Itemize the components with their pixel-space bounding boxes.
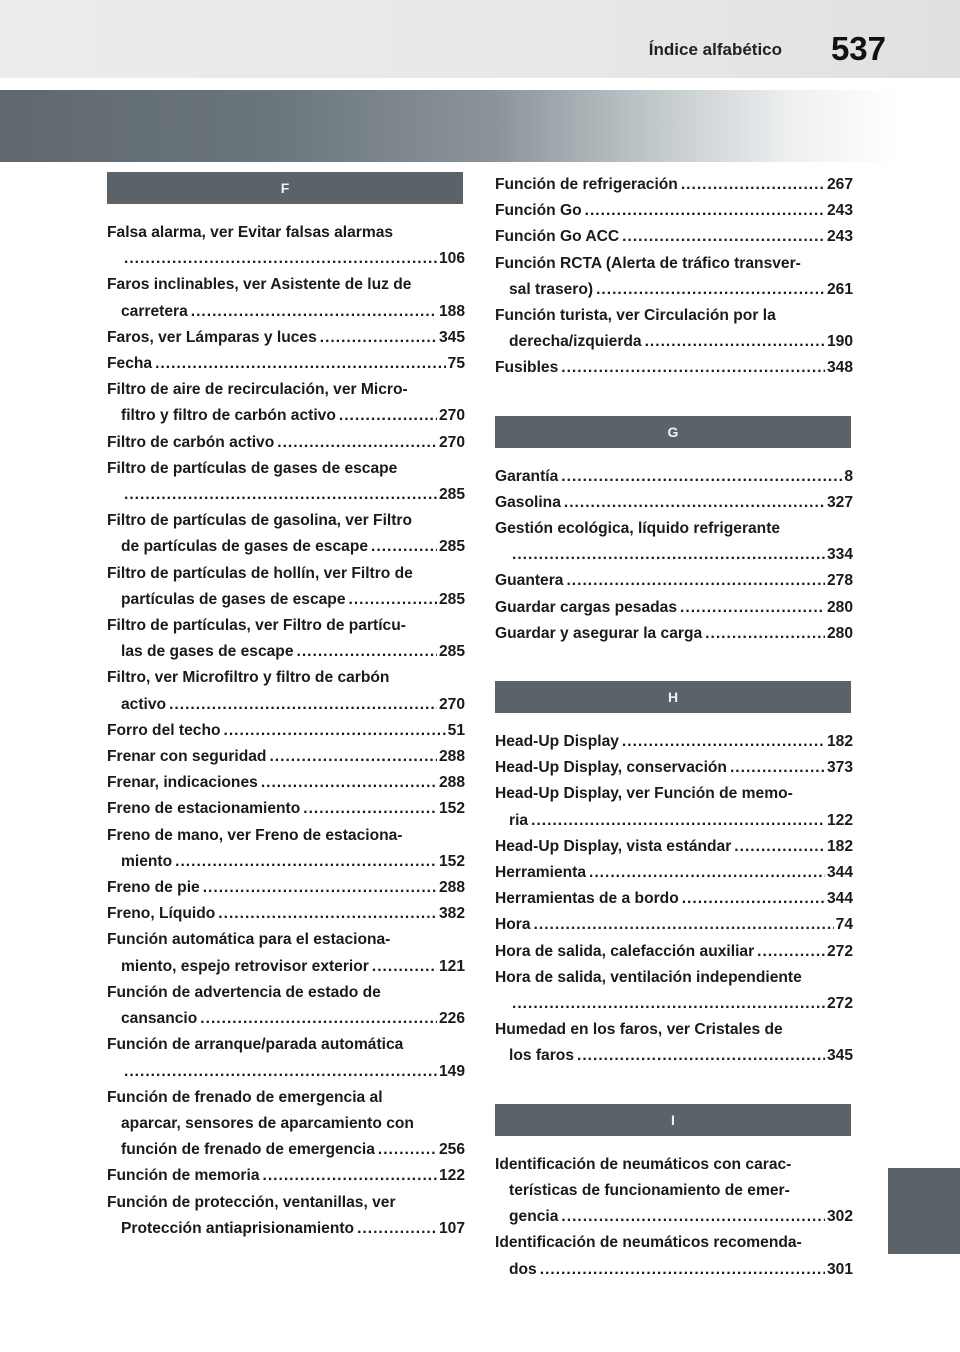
- left-column: [107, 172, 465, 1242]
- entry-text: Hora de salida, calefacción auxiliar: [495, 942, 755, 960]
- leader-dots: [200, 1006, 437, 1032]
- index-entry[interactable]: [495, 860, 853, 886]
- entry-text: Identificación de neumáticos con carac-: [495, 1155, 792, 1173]
- entry-page-number: 270: [438, 433, 465, 451]
- index-entry[interactable]: [107, 901, 465, 927]
- leader-dots: [357, 1216, 437, 1242]
- entry-page-number: 226: [438, 1010, 465, 1028]
- index-entry[interactable]: [107, 220, 465, 272]
- leader-dots: [124, 246, 437, 272]
- entry-page-number: 243: [826, 228, 853, 246]
- top-bar: [0, 0, 960, 78]
- leader-dots: [589, 860, 825, 886]
- leader-dots: [561, 464, 842, 490]
- entry-text: Herramientas de a bordo: [495, 890, 679, 908]
- entry-text: Guardar cargas pesadas: [495, 598, 678, 616]
- entry-text: gencia: [509, 1208, 559, 1226]
- index-entry[interactable]: [107, 1085, 465, 1164]
- section-i-entries: [495, 1152, 853, 1283]
- section-h-entries: [495, 729, 853, 1070]
- entry-page-number: 8: [844, 467, 853, 485]
- entry-text: Gestión ecológica, líquido refrigerante: [495, 520, 781, 538]
- index-entry[interactable]: [495, 355, 853, 381]
- entry-text: Falsa alarma, ver Evitar falsas alarmas: [107, 224, 394, 241]
- entry-page-number: 152: [438, 800, 465, 818]
- index-entry[interactable]: [107, 796, 465, 822]
- leader-dots: [203, 875, 437, 901]
- entry-text: Head-Up Display, conservación: [495, 759, 727, 777]
- entry-page-number: 267: [826, 176, 853, 193]
- index-entry[interactable]: [107, 875, 465, 901]
- right-column: [495, 172, 853, 1283]
- entry-page-number: 327: [826, 493, 853, 511]
- entry-text: Fusibles: [495, 359, 559, 377]
- leader-dots: [682, 886, 825, 912]
- entry-text: ria: [509, 811, 529, 829]
- index-entry[interactable]: [495, 621, 853, 647]
- entry-page-number: 345: [826, 1047, 853, 1065]
- section-header-g: G: [495, 416, 851, 448]
- entry-text: Frenar, indicaciones: [107, 774, 258, 792]
- entry-text: Forro del techo: [107, 721, 221, 739]
- entry-page-number: 51: [447, 721, 465, 739]
- entry-text: Identificación de neumáticos recomenda-: [495, 1234, 802, 1252]
- entry-text: Filtro de partículas, ver Filtro de partícu-: [107, 617, 406, 635]
- index-entry[interactable]: [107, 561, 465, 613]
- index-entry[interactable]: [107, 744, 465, 770]
- leader-dots: [564, 490, 825, 516]
- leader-dots: [303, 796, 437, 822]
- leader-dots: [730, 755, 825, 781]
- entry-page-number: 243: [826, 202, 853, 220]
- entry-page-number: 334: [826, 546, 853, 564]
- leader-dots: [645, 329, 825, 355]
- leader-dots: [534, 912, 834, 938]
- entry-text: miento, espejo retrovisor exterior: [121, 957, 369, 975]
- leader-dots: [372, 954, 437, 980]
- leader-dots: [224, 718, 446, 744]
- entry-page-number: 301: [826, 1260, 853, 1278]
- index-entry[interactable]: [107, 1163, 465, 1189]
- entry-page-number: 285: [438, 643, 465, 661]
- entry-page-number: 107: [438, 1219, 465, 1237]
- entry-page-number: 261: [826, 280, 853, 298]
- entry-text: Función turista, ver Circulación por la: [495, 307, 776, 325]
- entry-page-number: 272: [826, 942, 853, 960]
- entry-page-number: 74: [835, 916, 853, 934]
- leader-dots: [705, 621, 825, 647]
- index-entry[interactable]: [495, 198, 853, 224]
- entry-text: Guardar y asegurar la carga: [495, 624, 703, 642]
- index-entry[interactable]: [495, 490, 853, 516]
- leader-dots: [191, 299, 437, 325]
- entry-page-number: 344: [826, 890, 853, 908]
- entry-text: Protección antiaprisionamiento: [121, 1219, 355, 1237]
- entry-page-number: 288: [438, 879, 465, 897]
- index-entry[interactable]: [107, 1032, 465, 1084]
- chapter-tab: [888, 1168, 960, 1254]
- leader-dots: [622, 729, 825, 755]
- entry-text: las de gases de escape: [121, 643, 294, 661]
- entry-text: derecha/izquierda: [509, 333, 642, 351]
- entry-page-number: 285: [438, 486, 465, 504]
- entry-page-number: 182: [826, 837, 853, 855]
- entry-text: Guantera: [495, 572, 564, 590]
- index-entry[interactable]: [495, 224, 853, 250]
- leader-dots: [277, 430, 437, 456]
- entry-text: Función RCTA (Alerta de tráfico transver-: [495, 254, 801, 272]
- leader-dots: [169, 692, 437, 718]
- index-entry[interactable]: [107, 1190, 465, 1242]
- index-entry[interactable]: [495, 172, 853, 198]
- index-entry[interactable]: [495, 516, 853, 568]
- index-entry[interactable]: [495, 834, 853, 860]
- entry-text: Freno de estacionamiento: [107, 800, 301, 818]
- page-number: 537: [830, 30, 886, 67]
- index-entry[interactable]: [495, 568, 853, 594]
- index-entry[interactable]: [495, 595, 853, 621]
- section-g-entries: [495, 464, 853, 647]
- entry-text: Freno, Líquido: [107, 905, 216, 923]
- entry-text: Función de protección, ventanillas, ver: [107, 1193, 396, 1211]
- leader-dots: [596, 277, 825, 303]
- leader-dots: [339, 403, 437, 429]
- entry-page-number: 122: [826, 811, 853, 829]
- section-header-f: F: [107, 172, 463, 204]
- index-entry[interactable]: [107, 325, 465, 351]
- leader-dots: [175, 849, 437, 875]
- entry-page-number: 345: [438, 328, 465, 346]
- leader-dots: [566, 568, 825, 594]
- header-title: Índice alfabético: [648, 40, 782, 59]
- leader-dots: [218, 901, 437, 927]
- entry-text: Función de refrigeración: [495, 176, 678, 193]
- leader-dots: [561, 355, 825, 381]
- entry-page-number: 270: [438, 695, 465, 713]
- leader-dots: [124, 482, 437, 508]
- index-entry[interactable]: [495, 755, 853, 781]
- leader-dots: [531, 808, 825, 834]
- leader-dots: [378, 1137, 437, 1163]
- entry-text: Filtro de aire de recirculación, ver Micro-: [107, 381, 408, 399]
- entry-page-number: 382: [438, 905, 465, 923]
- entry-text: Función de frenado de emergencia al: [107, 1088, 383, 1106]
- leader-dots: [622, 224, 825, 250]
- entry-text: Herramienta: [495, 864, 587, 882]
- entry-page-number: 280: [826, 598, 853, 616]
- entry-text: filtro y filtro de carbón activo: [121, 407, 336, 425]
- entry-text: activo: [121, 695, 167, 713]
- entry-page-number: 302: [826, 1208, 853, 1226]
- header-banner: [0, 90, 900, 162]
- entry-text: dos: [509, 1260, 537, 1278]
- entry-text: Filtro de partículas de gasolina, ver Filtro: [107, 512, 413, 530]
- entry-text: Head-Up Display: [495, 733, 619, 751]
- index-entry[interactable]: [495, 464, 853, 490]
- entry-text: Función de arranque/parada automática: [107, 1036, 404, 1054]
- entry-page-number: 272: [826, 995, 853, 1013]
- leader-dots: [124, 1059, 437, 1085]
- leader-dots: [540, 1257, 825, 1283]
- leader-dots: [757, 939, 825, 965]
- entry-page-number: 288: [438, 748, 465, 766]
- index-entry[interactable]: [107, 351, 465, 377]
- entry-page-number: 190: [826, 333, 853, 351]
- entry-text: Fecha: [107, 355, 153, 373]
- entry-page-number: 278: [826, 572, 853, 590]
- entry-text: Filtro de partículas de hollín, ver Filtro de: [107, 564, 413, 582]
- entry-text: Filtro de partículas de gases de escape: [107, 459, 398, 477]
- entry-text: Humedad en los faros, ver Cristales de: [495, 1021, 783, 1039]
- entry-text: Freno de mano, ver Freno de estaciona-: [107, 826, 403, 844]
- entry-text: Función de memoria: [107, 1167, 260, 1185]
- entry-text: Frenar con seguridad: [107, 748, 267, 766]
- index-entry[interactable]: [107, 718, 465, 744]
- leader-dots: [349, 587, 437, 613]
- index-entry[interactable]: [495, 303, 853, 355]
- entry-page-number: 285: [438, 538, 465, 556]
- entry-text: Función Go ACC: [495, 228, 620, 246]
- index-entry[interactable]: [495, 912, 853, 938]
- entry-text: los faros: [509, 1047, 574, 1065]
- entry-page-number: 122: [438, 1167, 465, 1185]
- index-entry[interactable]: [495, 729, 853, 755]
- index-entry[interactable]: [495, 965, 853, 1017]
- index-entry[interactable]: [107, 823, 465, 875]
- leader-dots: [512, 542, 825, 568]
- entry-page-number: 188: [438, 302, 465, 320]
- index-entry[interactable]: [495, 1017, 853, 1069]
- entry-text: Hora de salida, ventilación independiente: [495, 968, 802, 986]
- index-entry[interactable]: [107, 508, 465, 560]
- index-entry[interactable]: [107, 430, 465, 456]
- entry-text: Faros inclinables, ver Asistente de luz de: [107, 276, 412, 294]
- entry-page-number: 256: [438, 1141, 465, 1159]
- entry-page-number: 149: [438, 1062, 465, 1080]
- leader-dots: [261, 770, 437, 796]
- entry-page-number: 270: [438, 407, 465, 425]
- leader-dots: [577, 1043, 825, 1069]
- section-f-entries: [107, 220, 465, 1242]
- entry-page-number: 75: [447, 355, 465, 373]
- leader-dots: [320, 325, 437, 351]
- entry-text: aparcar, sensores de aparcamiento con: [121, 1114, 414, 1132]
- leader-dots: [371, 534, 437, 560]
- entry-text: cansancio: [121, 1010, 198, 1028]
- entry-text: sal trasero): [509, 280, 594, 298]
- entry-page-number: 344: [826, 864, 853, 882]
- index-entry[interactable]: [495, 781, 853, 833]
- entry-page-number: 285: [438, 590, 465, 608]
- entry-text: Freno de pie: [107, 879, 200, 897]
- leader-dots: [297, 639, 437, 665]
- entry-text: Filtro de carbón activo: [107, 433, 275, 451]
- entry-text: Faros, ver Lámparas y luces: [107, 328, 317, 346]
- leader-dots: [585, 198, 825, 224]
- entry-text: Función Go: [495, 202, 582, 220]
- index-entry[interactable]: [107, 927, 465, 979]
- index-entry[interactable]: [107, 613, 465, 665]
- entry-text: Head-Up Display, ver Función de memo-: [495, 785, 793, 803]
- index-entry[interactable]: [107, 770, 465, 796]
- entry-text: Función de advertencia de estado de: [107, 983, 381, 1001]
- entry-text: carretera: [121, 302, 188, 320]
- entry-text: partículas de gases de escape: [121, 590, 346, 608]
- index-entry[interactable]: [107, 456, 465, 508]
- entry-text: Función automática para el estaciona-: [107, 931, 391, 949]
- index-entry[interactable]: [107, 980, 465, 1032]
- entry-text: de partículas de gases de escape: [121, 538, 369, 556]
- leader-dots: [155, 351, 446, 377]
- leader-dots: [512, 991, 825, 1017]
- entry-text: Gasolina: [495, 493, 561, 511]
- index-entry[interactable]: [495, 1152, 853, 1231]
- entry-page-number: 106: [438, 250, 465, 268]
- index-entry[interactable]: [495, 251, 853, 303]
- entry-text: Hora: [495, 916, 531, 934]
- section-header-h: H: [495, 681, 851, 713]
- entry-text: Filtro, ver Microfiltro y filtro de carbón: [107, 669, 390, 687]
- entry-page-number: 182: [826, 733, 853, 751]
- entry-page-number: 348: [826, 359, 853, 377]
- leader-dots: [681, 172, 825, 198]
- entry-text: Head-Up Display, vista estándar: [495, 837, 732, 855]
- entry-text: terísticas de funcionamiento de emer-: [509, 1181, 790, 1199]
- entry-page-number: 373: [826, 759, 853, 777]
- leader-dots: [561, 1204, 825, 1230]
- index-entry[interactable]: [107, 377, 465, 429]
- entry-text: función de frenado de emergencia: [121, 1141, 375, 1159]
- entry-page-number: 288: [438, 774, 465, 792]
- leader-dots: [263, 1163, 437, 1189]
- entry-page-number: 280: [826, 624, 853, 642]
- section-f-continued-entries: [495, 172, 853, 382]
- leader-dots: [734, 834, 825, 860]
- index-entry[interactable]: [495, 886, 853, 912]
- entry-text: miento: [121, 852, 173, 870]
- index-entry[interactable]: [107, 665, 465, 717]
- leader-dots: [269, 744, 437, 770]
- index-entry[interactable]: [107, 272, 465, 324]
- entry-text: Garantía: [495, 467, 559, 485]
- leader-dots: [680, 595, 825, 621]
- index-entry[interactable]: [495, 939, 853, 965]
- entry-page-number: 121: [438, 957, 465, 975]
- entry-page-number: 152: [438, 852, 465, 870]
- section-header-i: I: [495, 1104, 851, 1136]
- index-entry[interactable]: [495, 1230, 853, 1282]
